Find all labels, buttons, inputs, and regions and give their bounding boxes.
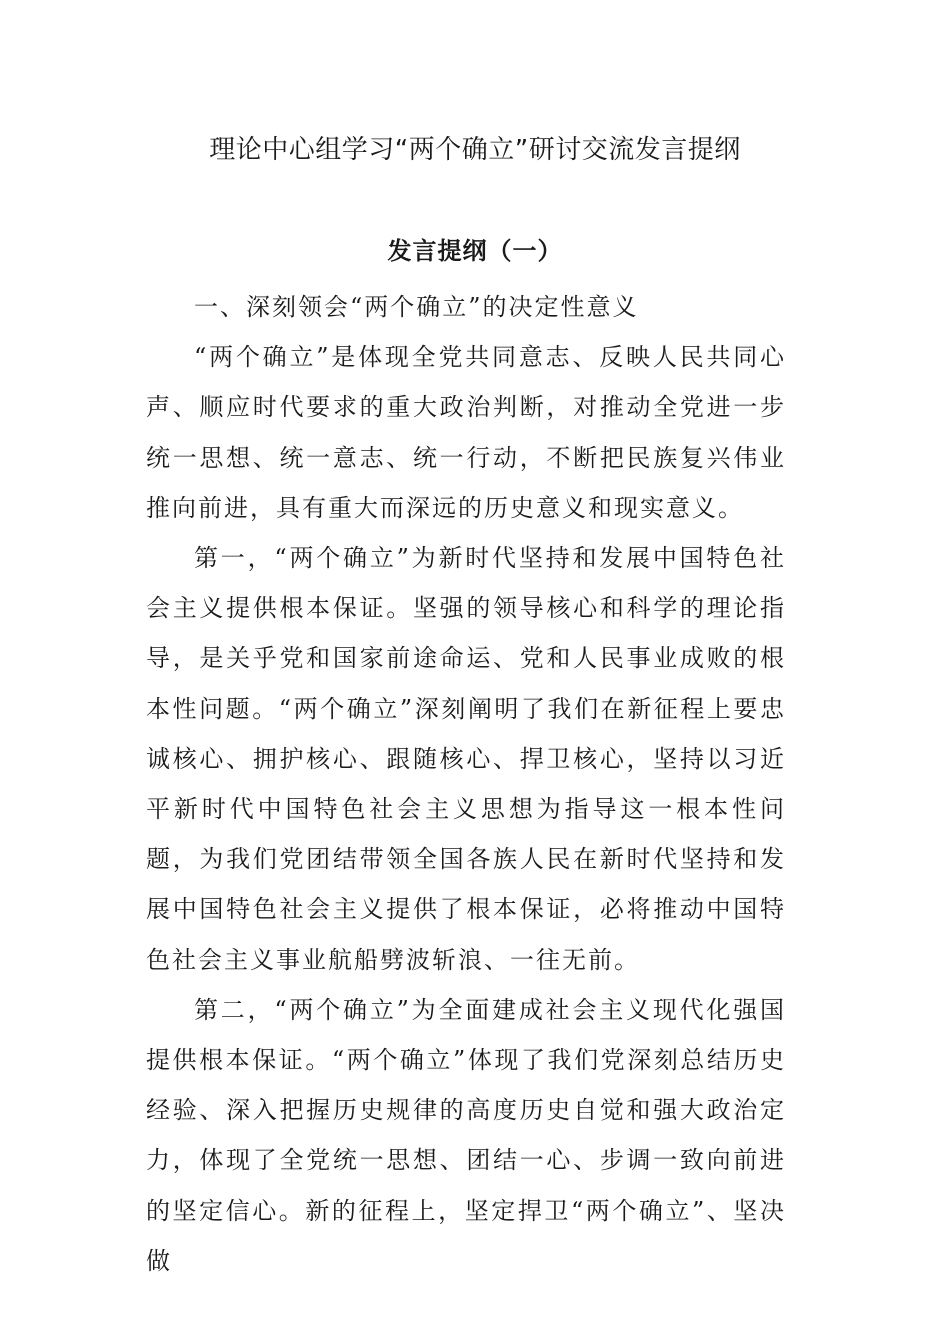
paragraph: “两个确立”是体现全党共同意志、反映人民共同心声、顺应时代要求的重大政治判断，对推动全党进一步统一思想、统一意志、统一行动，不断把民族复兴伟业推向前进，具有重大而深远的历史意义和现实意义。	[146, 343, 786, 522]
document-title: 理论中心组学习“两个确立”研讨交流发言提纲	[209, 135, 741, 165]
paragraph-heading: 一、深刻领会“两个确立”的决定性意义	[194, 293, 639, 321]
paragraph: 第二，“两个确立”为全面建成社会主义现代化强国提供根本保证。“两个确立”体现了我们党深刻总结历史经验、深入把握历史规律的高度历史自觉和强大政治定力，体现了全党统一思想、团结一心、步调一致向前进的坚定信心。新的征程上，坚定捍卫“两个确立”、坚决做	[146, 995, 786, 1275]
paragraph: 第一，“两个确立”为新时代坚持和发展中国特色社会主义提供根本保证。坚强的领导核心和科学的理论指导，是关乎党和国家前途命运、党和人民事业成败的根本性问题。“两个确立”深刻阐明了我们在新征程上要忠诚核心、拥护核心、跟随核心、捍卫核心，坚持以习近平新时代中国特色社会主义思想为指导这一根本性问题，为我们党团结带领全国各族人民在新时代坚持和发展中国特色社会主义提供了根本保证，必将推动中国特色社会主义事业航船劈波斩浪、一往无前。	[146, 544, 786, 974]
document-body	[146, 282, 786, 1286]
section-title: 发言提纲（一）	[387, 237, 563, 265]
